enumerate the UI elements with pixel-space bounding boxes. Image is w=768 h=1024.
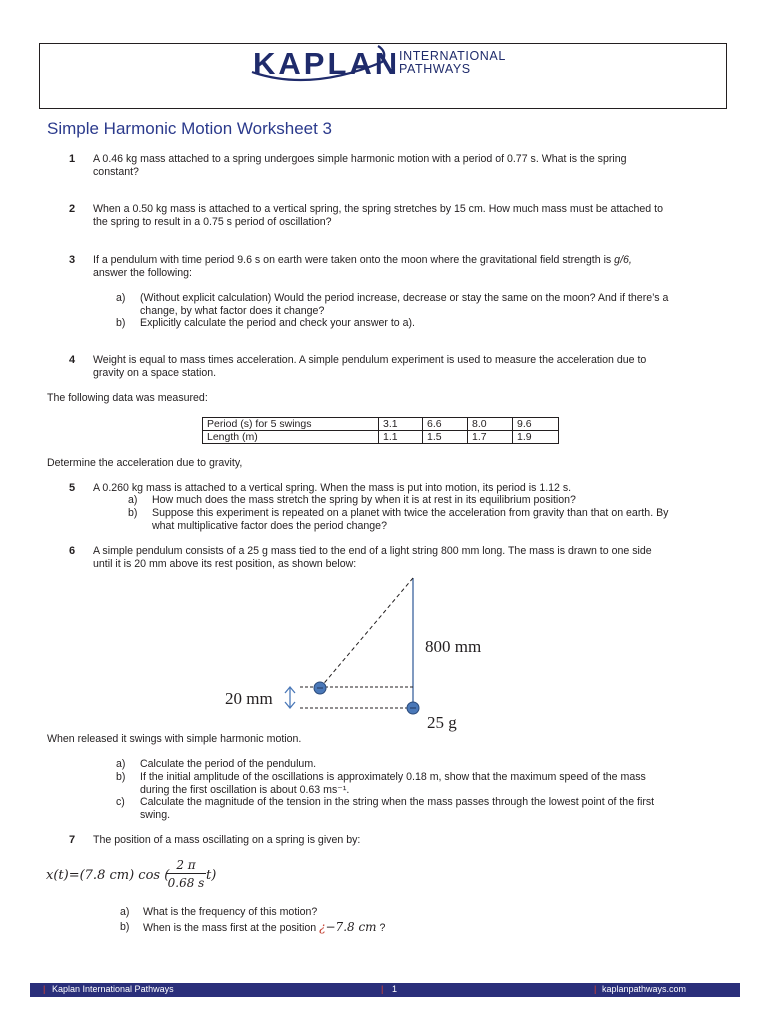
q6c-text xyxy=(140,796,654,821)
table-cell: 3.1 xyxy=(379,418,423,431)
q6b-label: b) xyxy=(116,771,126,783)
question-number-1: 1 xyxy=(69,153,76,165)
q6a-text: Calculate the period of the pendulum. xyxy=(140,758,317,770)
position-equation-left: x(t)=(7.8 cm) cos ( xyxy=(46,868,170,883)
logo-subtitle-line1: INTERNATIONAL xyxy=(399,49,506,63)
q5a-text: How much does the mass stretch the spring by when it is at rest in its equilibrium position? xyxy=(152,494,576,506)
q7b-text-start: When is the mass first at the position xyxy=(143,922,320,934)
question-2-text xyxy=(93,203,663,228)
question-number-7: 7 xyxy=(69,834,76,846)
q7a-text: What is the frequency of this motion? xyxy=(143,906,318,918)
q5b-text xyxy=(152,507,668,532)
footer-website-link[interactable]: kaplanpathways.com xyxy=(602,984,687,994)
footer-divider: | xyxy=(43,984,46,994)
q3-line1-text: If a pendulum with time period 9.6 s on earth were taken onto the moon where the gravitational field strength is xyxy=(93,254,615,266)
q1-line2: constant? xyxy=(93,165,139,178)
height-arrow-icon xyxy=(285,687,295,708)
table-cell: 6.6 xyxy=(423,418,468,431)
q7b-label: b) xyxy=(120,921,130,933)
table-cell: 1.5 xyxy=(423,431,468,444)
q3-gravity-fraction: g/6, xyxy=(614,254,632,266)
table-row xyxy=(203,418,559,431)
page-footer xyxy=(30,983,740,997)
equation-denominator: 0.68 s xyxy=(167,876,205,890)
q4-line2: gravity on a space station. xyxy=(93,366,217,379)
q2-line2: the spring to result in a 0.75 s period of oscillation? xyxy=(93,215,332,228)
q6-line2: until it is 20 mm above its rest position, as shown below: xyxy=(93,557,357,570)
question-number-6: 6 xyxy=(69,545,76,557)
q4-determine-text: Determine the acceleration due to gravity, xyxy=(47,457,243,469)
logo-subtitle-line2: PATHWAYS xyxy=(399,62,471,76)
q6b-line2: during the first oscillation is about 0.63 ms⁻¹. xyxy=(140,783,350,796)
table-cell: 1.1 xyxy=(379,431,423,444)
q5b-label: b) xyxy=(128,507,138,519)
question-5-text: A 0.260 kg mass is attached to a vertical spring. When the mass is put into motion, its period is 1.12 s. xyxy=(93,482,572,494)
q6b-text xyxy=(140,771,646,796)
question-number-5: 5 xyxy=(69,482,76,494)
q3a-label: a) xyxy=(116,292,126,304)
q5a-label: a) xyxy=(128,494,138,506)
question-number-4: 4 xyxy=(69,354,76,366)
q3a-text xyxy=(140,292,668,317)
table-row xyxy=(203,431,559,444)
q3a-line1: (Without explicit calculation) Would the period increase, decrease or stay the same on the moon? And if there’s a xyxy=(140,292,669,304)
q5b-line2: what multiplicative factor does the period change? xyxy=(152,519,387,532)
mass-label: 25 g xyxy=(427,713,457,732)
displaced-string xyxy=(320,578,413,688)
length-label: 800 mm xyxy=(425,637,482,656)
q6c-line1: Calculate the magnitude of the tension in the string when the mass passes through the lowest point of the first xyxy=(140,796,655,808)
q6b-line1: If the initial amplitude of the oscillations is approximately 0.18 m, show that the maximum speed of the mass xyxy=(140,771,646,783)
footer-left-text: Kaplan International Pathways xyxy=(52,984,174,994)
table-cell: 1.7 xyxy=(468,431,513,444)
table-cell: Period (s) for 5 swings xyxy=(203,418,379,431)
table-cell: 1.9 xyxy=(513,431,559,444)
q6c-label: c) xyxy=(116,796,125,808)
q3-line1 xyxy=(93,254,632,267)
q2-line1: When a 0.50 kg mass is attached to a vertical spring, the spring stretches by 15 cm. How much mass must be attached to xyxy=(93,203,663,215)
q7b-text xyxy=(143,921,385,935)
q7a-label: a) xyxy=(120,906,130,918)
pendulum-data-table xyxy=(202,417,559,444)
q3a-line2: change, by what factor does it change? xyxy=(140,304,325,317)
question-6-text xyxy=(93,545,652,570)
equation-numerator: 2 π xyxy=(166,858,206,874)
question-1-text xyxy=(93,153,627,178)
q5b-line1: Suppose this experiment is repeated on a planet with twice the acceleration from gravity than that on earth. By xyxy=(152,507,669,519)
q4-measured-text: The following data was measured: xyxy=(47,392,208,404)
q7b-position-math: ¿−7.8 cm xyxy=(319,920,377,934)
logo-subtitle xyxy=(399,50,506,76)
q7b-text-end: ? xyxy=(376,922,386,934)
q1-line1: A 0.46 kg mass attached to a spring undergoes simple harmonic motion with a period of 0.77 s. What is the spring xyxy=(93,153,627,165)
table-cell: Length (m) xyxy=(203,431,379,444)
question-number-2: 2 xyxy=(69,203,76,215)
height-label: 20 mm xyxy=(225,689,273,708)
q7b-position-value: −7.8 cm xyxy=(325,920,377,934)
position-equation-right: t) xyxy=(206,868,217,883)
table-cell: 9.6 xyxy=(513,418,559,431)
q6a-label: a) xyxy=(116,758,126,770)
footer-divider: | xyxy=(381,984,384,994)
q6-released-text: When released it swings with simple harmonic motion. xyxy=(47,733,302,745)
q3-line2: answer the following: xyxy=(93,266,192,279)
q4-line1: Weight is equal to mass times acceleration. A simple pendulum experiment is used to measure the acceleration due to xyxy=(93,354,647,366)
kaplan-logo-text: KAPLAN xyxy=(253,46,401,81)
question-3-text xyxy=(93,254,632,279)
q6-line1: A simple pendulum consists of a 25 g mass tied to the end of a light string 800 mm long. The mass is drawn to one side xyxy=(93,545,652,557)
q3b-label: b) xyxy=(116,317,126,329)
q6c-line2: swing. xyxy=(140,808,171,821)
table-cell: 8.0 xyxy=(468,418,513,431)
question-number-3: 3 xyxy=(69,254,76,266)
page-title: Simple Harmonic Motion Worksheet 3 xyxy=(47,119,333,138)
question-7-text: The position of a mass oscillating on a spring is given by: xyxy=(93,834,361,846)
q3b-text: Explicitly calculate the period and check your answer to a). xyxy=(140,317,415,329)
footer-page-number: 1 xyxy=(392,984,398,994)
footer-divider: | xyxy=(594,984,597,994)
question-4-text xyxy=(93,354,646,379)
